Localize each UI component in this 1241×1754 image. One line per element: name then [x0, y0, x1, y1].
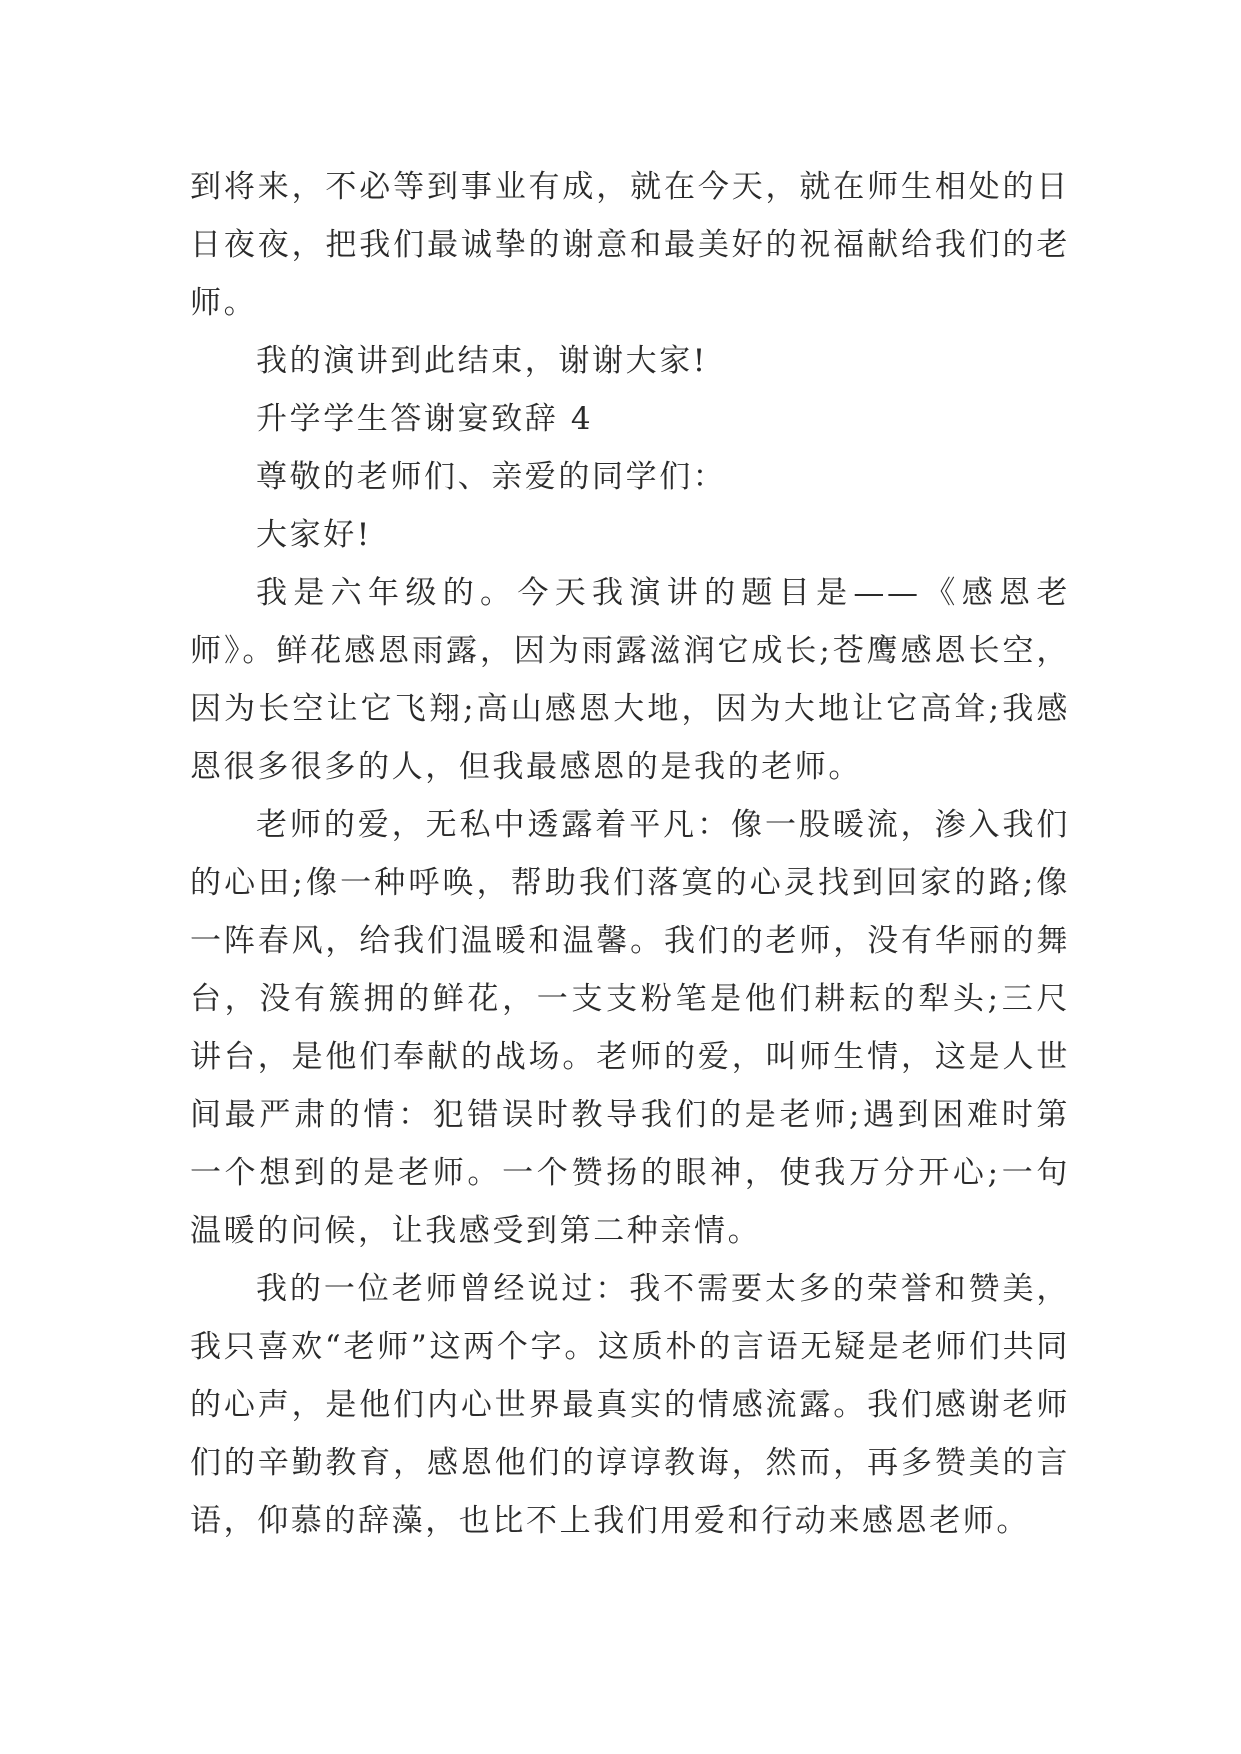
section-heading: 升学学生答谢宴致辞 4: [256, 401, 594, 437]
greeting: 大家好!: [256, 517, 372, 553]
paragraph-speech-end: 我的演讲到此结束，谢谢大家!: [256, 343, 708, 379]
paragraph-introduction: 我是六年级的。今天我演讲的题目是——《感恩老师》。鲜花感恩雨露，因为雨露滋润它成长;苍鹰感恩长空，因为长空让它飞翔;高山感恩大地，因为大地让它高耸;我感恩很多很多的人，但我最感恩的是我的老师。: [190, 575, 1070, 785]
paragraph-closing-continuation: 到将来，不必等到事业有成，就在今天，就在师生相处的日日夜夜，把我们最诚挚的谢意和最美好的祝福献给我们的老师。: [190, 169, 1070, 321]
paragraph-teacher-love: 老师的爱，无私中透露着平凡：像一股暖流，渗入我们的心田;像一种呼唤，帮助我们落寞的心灵找到回家的路;像一阵春风，给我们温暖和温馨。我们的老师，没有华丽的舞台，没有簇拥的鲜花，一支支粉笔是他们耕耘的犁头;三尺讲台，是他们奉献的战场。老师的爱，叫师生情，这是人世间最严肃的情：犯错误时教导我们的是老师;遇到困难时第一个想到的是老师。一个赞扬的眼神，使我万分开心;一句温暖的问候，让我感受到第二种亲情。: [190, 807, 1070, 1249]
document-body: [190, 158, 1070, 1550]
salutation: 尊敬的老师们、亲爱的同学们：: [256, 459, 727, 495]
paragraph-teacher-quote: 我的一位老师曾经说过：我不需要太多的荣誉和赞美，我只喜欢“老师”这两个字。这质朴的言语无疑是老师们共同的心声，是他们内心世界最真实的情感流露。我们感谢老师们的辛勤教育，感恩他们的谆谆教诲，然而，再多赞美的言语，仰慕的辞藻，也比不上我们用爱和行动来感恩老师。: [190, 1271, 1070, 1539]
